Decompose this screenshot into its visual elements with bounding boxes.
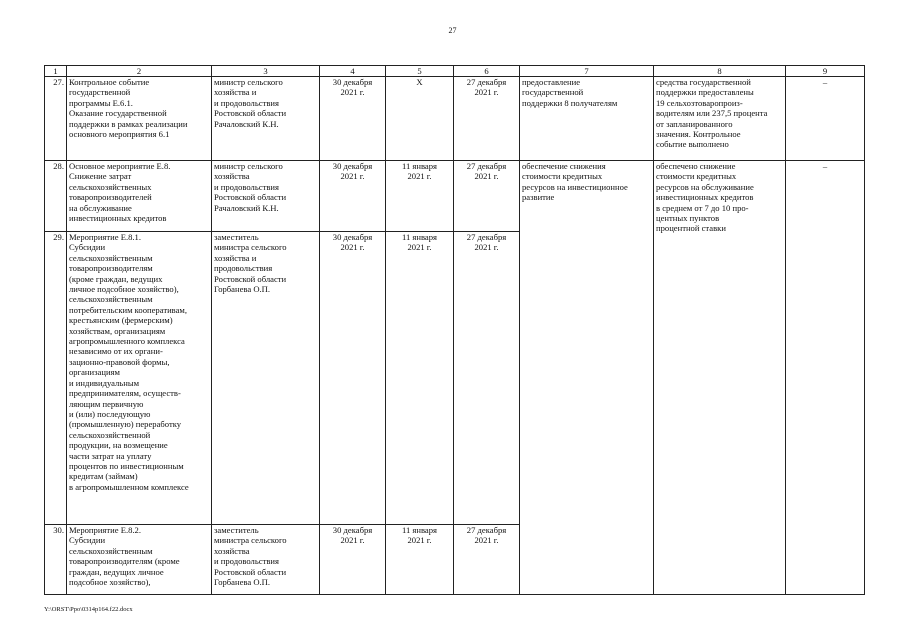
responsible-cell: заместитель министра сельского хозяйства и продовольствия Ростовской области Горбанева О.П. bbox=[212, 232, 320, 525]
plan-date-cell: 30 декабря 2021 г. bbox=[320, 232, 386, 525]
table-row bbox=[45, 161, 865, 232]
notes-cell: – bbox=[786, 77, 865, 161]
header-cell: 3 bbox=[212, 66, 320, 77]
file-path-footer: Y:\ORST\Ppo\0314p164.f22.docx bbox=[44, 606, 133, 613]
plan-date-cell: 30 декабря 2021 г. bbox=[320, 77, 386, 161]
actual-result-cell: средства государственной поддержки предоставлены 19 сельхозтоваропроиз- водителям или 237,5 процента от запланированного значения. Контрольное событие выполнено bbox=[654, 77, 786, 161]
start-date-cell: 11 января 2021 г. bbox=[386, 161, 454, 232]
start-date-cell: 11 января 2021 г. bbox=[386, 232, 454, 525]
header-cell: 6 bbox=[454, 66, 520, 77]
row-number: 27. bbox=[45, 77, 67, 161]
event-cell: Контрольное событие государственной программы Е.6.1. Оказание государственной поддержки в рамках реализации основного мероприятия 6.1 bbox=[67, 77, 212, 161]
header-cell: 9 bbox=[786, 66, 865, 77]
header-cell: 8 bbox=[654, 66, 786, 77]
plan-date-cell: 30 декабря 2021 г. bbox=[320, 161, 386, 232]
expected-result-cell: обеспечение снижения стоимости кредитных ресурсов на инвестиционное развитие bbox=[520, 161, 654, 595]
start-date-cell: 11 января 2021 г. bbox=[386, 525, 454, 595]
table-row bbox=[45, 77, 865, 161]
row-number: 30. bbox=[45, 525, 67, 595]
event-cell: Мероприятие Е.8.2. Субсидии сельскохозяйственным товаропроизводителям (кроме граждан, ведущих личное подсобное хозяйство), bbox=[67, 525, 212, 595]
event-cell: Мероприятие Е.8.1. Субсидии сельскохозяйственным товаропроизводителям (кроме граждан, ведущих личное подсобное хозяйство), сельскохозяйственным потребительским кооперативам, крестьянским (фермерским) хозяйствам, организациям агропромышленного комплекса независимо от их органи- зационно-правовой формы, организациям и индивидуальным предпринимателям, осуществ- ляющим первичную и (или) последующую (промышленную) переработку сельскохозяйственной продукции, на возмещение части затрат на уплату процентов по инвестиционным кредитам (займам) в агропромышленном комплексе bbox=[67, 232, 212, 525]
header-cell: 4 bbox=[320, 66, 386, 77]
row-number: 28. bbox=[45, 161, 67, 232]
notes-cell: – bbox=[786, 161, 865, 595]
expected-result-cell: предоставление государственной поддержки 8 получателям bbox=[520, 77, 654, 161]
end-date-cell: 27 декабря 2021 г. bbox=[454, 77, 520, 161]
plan-date-cell: 30 декабря 2021 г. bbox=[320, 525, 386, 595]
report-table bbox=[44, 65, 865, 595]
responsible-cell: министр сельского хозяйства и продовольствия Ростовской области Рачаловский К.Н. bbox=[212, 161, 320, 232]
responsible-cell: министр сельского хозяйства и и продовольствия Ростовской области Рачаловский К.Н. bbox=[212, 77, 320, 161]
header-cell: 7 bbox=[520, 66, 654, 77]
actual-result-cell: обеспечено снижение стоимости кредитных ресурсов на обслуживание инвестиционных кредитов в среднем от 7 до 10 про- центных пунктов процентной ставки bbox=[654, 161, 786, 595]
end-date-cell: 27 декабря 2021 г. bbox=[454, 161, 520, 232]
start-date-cell: X bbox=[386, 77, 454, 161]
page-number: 27 bbox=[448, 26, 457, 35]
header-cell: 1 bbox=[45, 66, 67, 77]
row-number: 29. bbox=[45, 232, 67, 525]
header-cell: 5 bbox=[386, 66, 454, 77]
end-date-cell: 27 декабря 2021 г. bbox=[454, 525, 520, 595]
end-date-cell: 27 декабря 2021 г. bbox=[454, 232, 520, 525]
header-row bbox=[45, 66, 865, 77]
header-cell: 2 bbox=[67, 66, 212, 77]
responsible-cell: заместитель министра сельского хозяйства и продовольствия Ростовской области Горбанева О.П. bbox=[212, 525, 320, 595]
event-cell: Основное мероприятие Е.8. Снижение затрат сельскохозяйственных товаропроизводителей на обслуживание инвестиционных кредитов bbox=[67, 161, 212, 232]
